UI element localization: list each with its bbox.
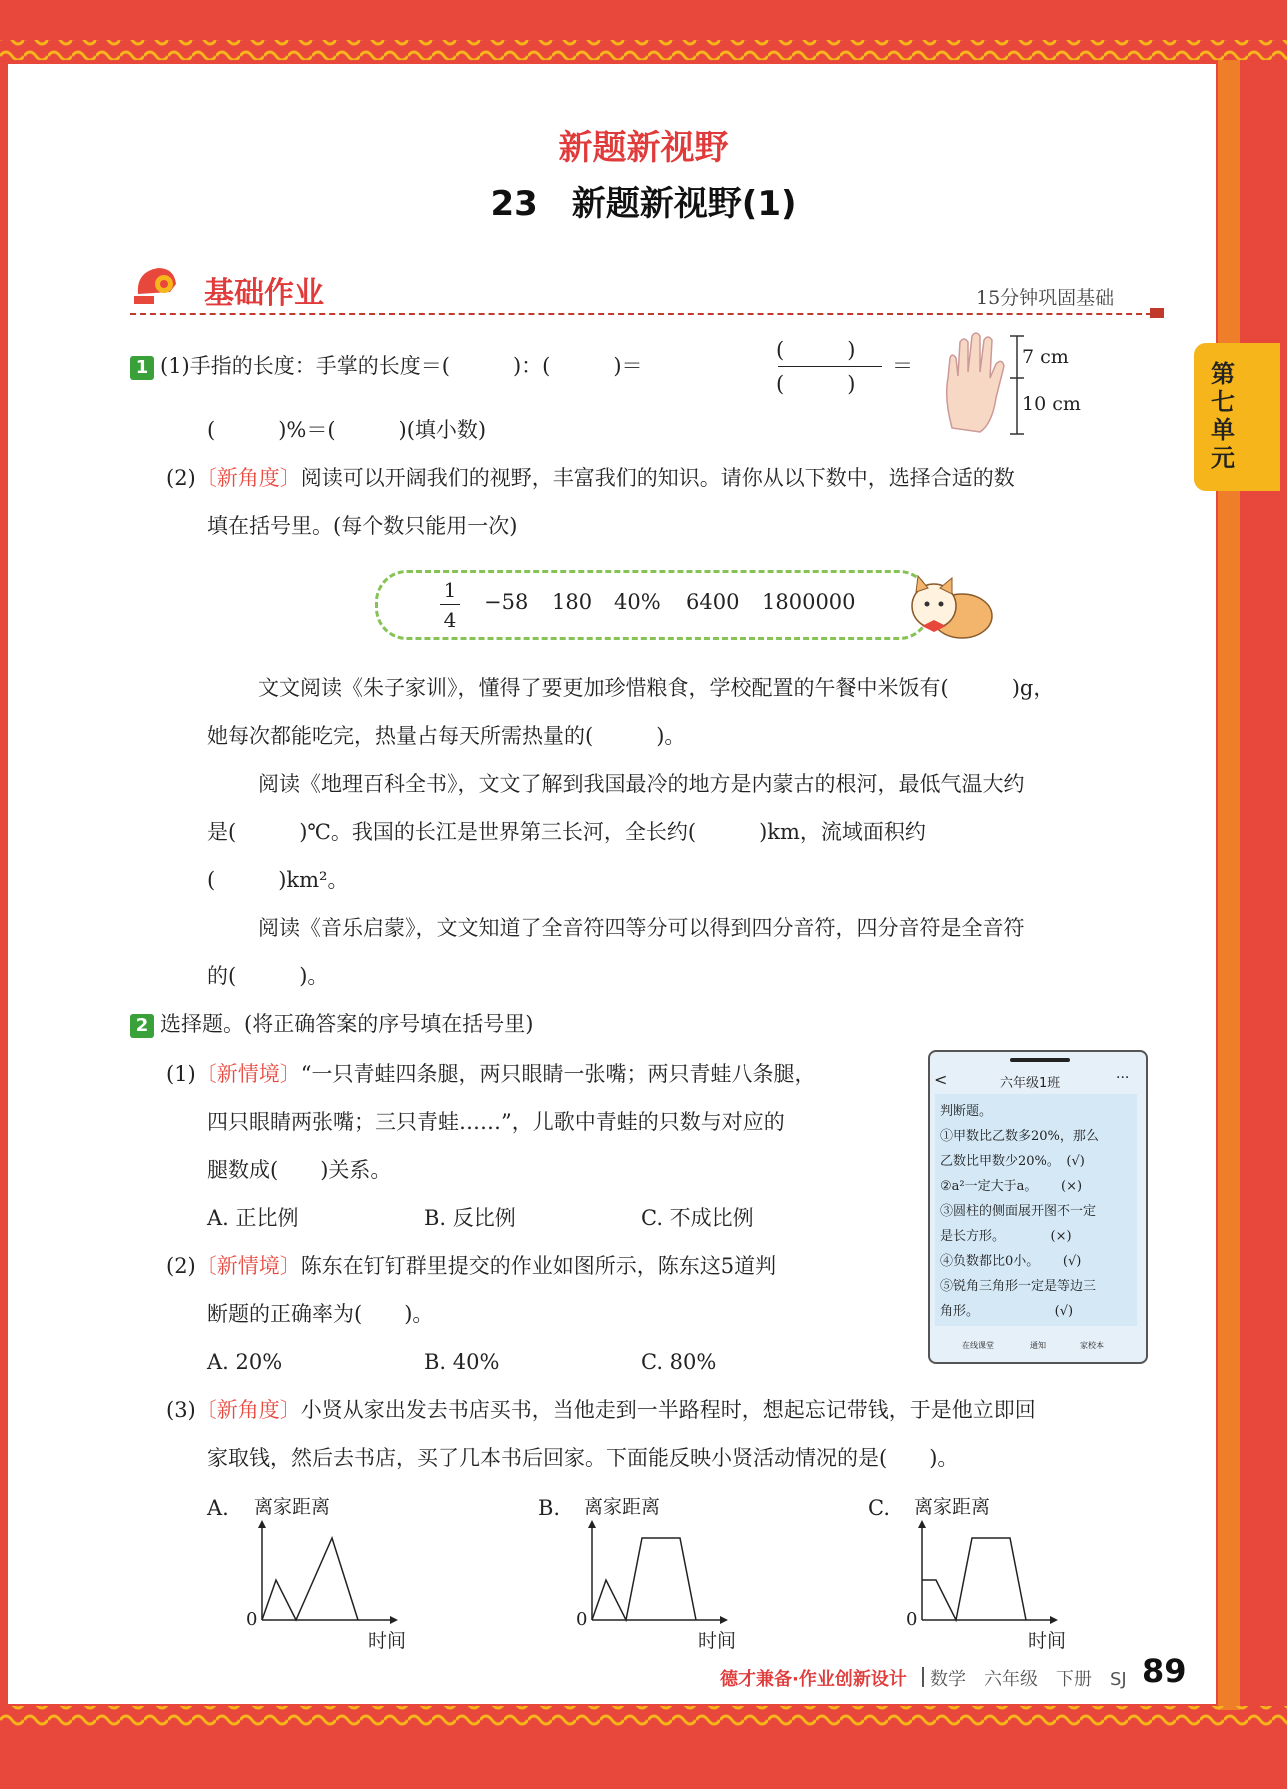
new-angle-tag-2: 〔新角度〕 <box>195 1398 301 1422</box>
phone-line: ①甲数比乙数多20%，那么 <box>940 1129 1099 1144</box>
bell-icon <box>130 262 190 312</box>
phone-line: ⑤锐角三角形一定是等边三 <box>940 1279 1097 1294</box>
q1-fraction-numerator: ( ) <box>776 338 856 362</box>
phone-back-icon: < <box>934 1070 948 1089</box>
graph-b <box>570 1520 730 1630</box>
q2-s2-option-b: B. 40% <box>424 1350 500 1374</box>
footer-separator <box>922 1667 924 1687</box>
para1-line2: 她每次都能吃完，热量占每天所需热量的( )。 <box>207 724 686 748</box>
q2-s1-option-a: A. 正比例 <box>207 1206 299 1230</box>
cat-illustration <box>900 566 1000 646</box>
fraction-numerator: 1 <box>443 578 457 602</box>
graph-a <box>240 1520 400 1630</box>
footer-info: 数学 六年级 下册 SJ <box>930 1669 1127 1690</box>
q1-p2-line1: (2)〔新角度〕阅读可以开阔我们的视野，丰富我们的知识。请你从以下数中，选择合适的数 <box>166 466 1015 490</box>
q2-s1-line1: (1)〔新情境〕“一只青蛙四条腿，两只眼睛一张嘴；两只青蛙八条腿， <box>166 1062 816 1086</box>
phone-title: 六年级1班 <box>1000 1076 1061 1091</box>
graph-c-origin: 0 <box>906 1609 918 1630</box>
graph-a-ylabel: 离家距离 <box>254 1496 331 1518</box>
number-1800000: 1800000 <box>762 590 856 614</box>
q2-s2-line1: (2)〔新情境〕陈东在钉钉群里提交的作业如图所示，陈东这5道判 <box>166 1254 777 1278</box>
q2-number-badge: 2 <box>130 1014 154 1038</box>
q2-s1-option-b: B. 反比例 <box>424 1206 516 1230</box>
phone-line: ②a²一定大于a。 (×) <box>940 1179 1083 1194</box>
new-angle-tag: 〔新角度〕 <box>195 466 301 490</box>
graph-c-xlabel: 时间 <box>1028 1630 1067 1652</box>
page-number: 89 <box>1142 1652 1187 1690</box>
graph-b-option: B. <box>538 1496 561 1520</box>
phone-speaker <box>1010 1058 1070 1062</box>
footer-brand: 德才兼备·作业创新设计 <box>720 1669 907 1690</box>
phone-line: ③圆柱的侧面展开图不一定 <box>940 1204 1097 1219</box>
phone-line: 角形。 (√) <box>940 1304 1074 1319</box>
phone-line: ④负数都比0小。 (√) <box>940 1254 1082 1269</box>
q2-s1-option-c: C. 不成比例 <box>641 1206 754 1230</box>
para1-line1: 文文阅读《朱子家训》，懂得了要更加珍惜粮食，学校配置的午餐中米饭有( )g， <box>258 676 1055 700</box>
phone-line: 是长方形。 (×) <box>940 1229 1072 1244</box>
graph-a-option: A. <box>207 1496 229 1520</box>
graph-c <box>900 1520 1060 1630</box>
unit-side-label: 第七单元 <box>1211 360 1235 472</box>
divider-end-cap <box>1150 308 1164 318</box>
page-title: 23 新题新视野(1) <box>490 184 797 224</box>
number-40-percent: 40% <box>614 590 661 614</box>
phone-line: 判断题。 <box>940 1104 993 1119</box>
q1-equals: ＝ <box>892 354 913 378</box>
number-6400: 6400 <box>686 590 740 614</box>
new-context-tag: 〔新情境〕 <box>195 1062 301 1086</box>
para2-line2: 是( )℃。我国的长江是世界第三长河，全长约( )km，流域面积约 <box>207 820 926 844</box>
section-time-note: 15分钟巩固基础 <box>976 287 1115 309</box>
q1-number-badge: 1 <box>130 356 154 380</box>
fraction-denominator: 4 <box>443 608 457 632</box>
para3-line2: 的( )。 <box>207 964 329 988</box>
para3-line1: 阅读《音乐启蒙》，文文知道了全音符四等分可以得到四分音符，四分音符是全音符 <box>258 916 1025 940</box>
section-name: 基础作业 <box>204 276 324 311</box>
phone-tab-notice: 通知 <box>1030 1341 1046 1350</box>
finger-length-label: 7 cm <box>1022 346 1069 368</box>
number-neg58: −58 <box>484 590 529 614</box>
q2-s1-line3: 腿数成( )关系。 <box>207 1158 392 1182</box>
q1-line2: ( )%＝( )(填小数) <box>207 418 487 442</box>
graph-b-origin: 0 <box>576 1609 588 1630</box>
q1-fraction-bar <box>778 366 882 367</box>
phone-more-icon: ··· <box>1116 1070 1130 1086</box>
section-divider <box>130 313 1162 315</box>
graph-c-option: C. <box>868 1496 890 1520</box>
q2-s2-line2: 断题的正确率为( )。 <box>207 1302 434 1326</box>
phone-line: 乙数比甲数少20%。 (√) <box>940 1154 1085 1169</box>
q1-line1: 1 (1)手指的长度：手掌的长度＝( )：( )＝ <box>130 350 643 382</box>
number-180: 180 <box>552 590 593 614</box>
q2-title: 2 选择题。(将正确答案的序号填在括号里) <box>130 1008 533 1040</box>
unit-side-tab <box>1194 343 1280 491</box>
super-title: 新题新视野 <box>558 128 729 168</box>
graph-b-ylabel: 离家距离 <box>584 1496 661 1518</box>
new-context-tag-2: 〔新情境〕 <box>195 1254 301 1278</box>
para2-line1: 阅读《地理百科全书》，文文了解到我国最冷的地方是内蒙古的根河，最低气温大约 <box>258 772 1025 796</box>
graph-a-xlabel: 时间 <box>368 1630 407 1652</box>
q2-s1-line2: 四只眼睛两张嘴；三只青蛙……”，儿歌中青蛙的只数与对应的 <box>207 1110 785 1134</box>
fraction-bar <box>440 604 460 605</box>
graph-a-origin: 0 <box>246 1609 258 1630</box>
q1-fraction-denominator: ( ) <box>776 372 856 396</box>
q2-s3-line2: 家取钱，然后去书店，买了几本书后回家。下面能反映小贤活动情况的是( )。 <box>207 1446 959 1470</box>
q2-s2-option-a: A. 20% <box>207 1350 283 1374</box>
graph-c-ylabel: 离家距离 <box>914 1496 991 1518</box>
para2-line3: ( )km²。 <box>207 868 349 892</box>
q2-s2-option-c: C. 80% <box>641 1350 717 1374</box>
q1-p2-line2: 填在括号里。(每个数只能用一次) <box>207 514 518 538</box>
graph-b-xlabel: 时间 <box>698 1630 737 1652</box>
q2-s3-line1: (3)〔新角度〕小贤从家出发去书店买书，当他走到一半路程时，想起忘记带钱，于是他立即回 <box>166 1398 1036 1422</box>
phone-tab-classroom: 在线课堂 <box>962 1341 994 1350</box>
phone-tab-homework: 家校本 <box>1080 1341 1104 1350</box>
palm-length-label: 10 cm <box>1022 393 1081 415</box>
